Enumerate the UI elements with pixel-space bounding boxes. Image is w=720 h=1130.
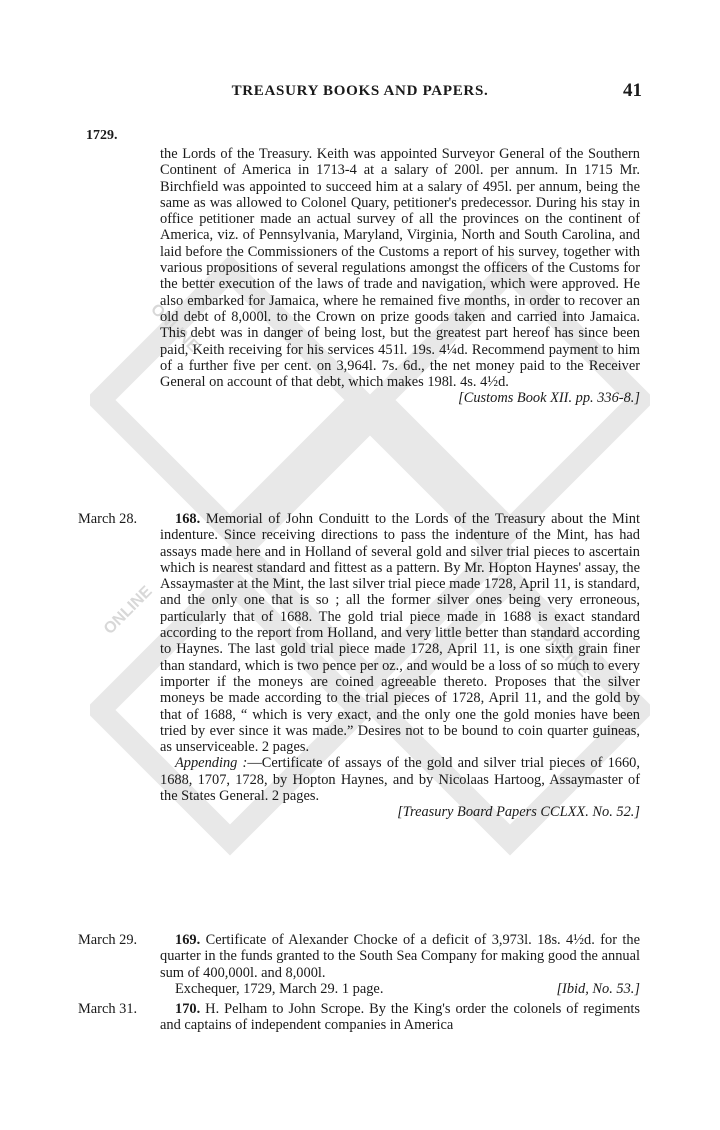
entry-number: 168. <box>175 511 201 527</box>
entry-number: 169. <box>175 932 201 948</box>
watermark-text: ONLINE <box>537 625 592 681</box>
year-margin-label: 1729. <box>86 128 118 143</box>
entry-body: H. Pelham to John Scrope. By the King's order the colonels of regiments and captains of independent companies in America <box>160 1001 640 1034</box>
entry-number: 170. <box>175 1001 201 1017</box>
appending-text <box>160 755 640 804</box>
entry-reference: [Treasury Board Papers CCLXX. No. 52.] <box>397 804 640 821</box>
entry-footer-line <box>160 981 640 997</box>
entry-text <box>160 1001 640 1034</box>
entry-text <box>160 511 640 755</box>
appending-label: Appending : <box>175 755 248 772</box>
entry-169 <box>160 932 640 997</box>
continuation-entry <box>160 146 640 407</box>
entry-168 <box>160 511 640 821</box>
page-number: 41 <box>623 80 642 101</box>
entry-date: March 29. <box>78 932 138 948</box>
continuation-text: the Lords of the Treasury. Keith was appointed Surveyor General of the Southern Continent of America in 1713-4 at a salary of 200l. per annum. In 1715 Mr. Birchfield was appointed to succeed him at a salary of 495l. per annum, being the same as was allowed to Colonel Quary, petitioner's predecessor. During his stay in office petitioner made an actual survey of all the provinces on the continent of America, viz. of Pennsylvania, Maryland, Virginia, North and South Carolina, and laid before the Commissioners of the Customs a report of his survey, together with various propositions of several regulations amongst the officers of the Customs for the better execution of the laws of trade and navigation, which were approved. He also embarked for Jamaica, where he remained five months, in order to recover an old debt of 8,000l. to the Crown on prize goods taken and carried into Jamaica. This debt was in danger of being lost, but the greatest part hereof has since been paid, Keith receiving for his services 451l. 19s. 4¼d. Recommend payment to him of a further five per cent. on 3,964l. 7s. 6d., the net money paid to the Receiver General on account of that debt, which makes 198l. 4s. 4½d. <box>160 146 640 391</box>
entry-reference: [Ibid, No. 53.] <box>556 980 640 997</box>
entry-date: March 28. <box>78 511 138 527</box>
entry-date: March 31. <box>78 1001 138 1017</box>
appending-body: —Certificate of assays of the gold and silver trial pieces of 1660, 1688, 1707, 1728, by Hopton Haynes, and by Nicolaas Hartoog, Assaymaster of the States General. 2 pages. <box>160 755 640 805</box>
entry-body: Memorial of John Conduitt to the Lords of the Treasury about the Mint indenture. Since receiving directions to pass the indenture of the Mint, has had assays made here and in Holland of several gold and silver trial pieces to ascertain which is nearest standard and fittest as a pattern. By Mr. Hopton Haynes' assay, the Assaymaster at the Mint, the last silver trial piece made 1728, April 11, is standard, and the only one that is so ; all the former silver ones being very erroneous, particularly that of 1688. The gold trial piece made in 1688 is exact standard according to the report from Holland, and very little better than standard according to Haynes. The last gold trial piece made 1728, April 11, is one sixth grain finer than standard, which is two pence per oz., and would be a loss of so much to every importer if the moneys are coined agreeable thereto. Proposes that the silver moneys be made according to the trial pieces of 1728, April 11, and the gold by that of 1688, “ which is very exact, and the only one the gold monies have been tried by ever since it was made.” Desires not to be bound to coin quarter guineas, as unserviceable. 2 pages. <box>160 511 640 756</box>
entry-text <box>160 932 640 981</box>
continuation-reference: [Customs Book XII. pp. 336-8.] <box>458 390 640 407</box>
watermark-text: ONLINE <box>147 300 202 356</box>
entry-170 <box>160 1001 640 1034</box>
entry-body: Certificate of Alexander Chocke of a deficit of 3,973l. 18s. 4½d. for the quarter in the funds granted to the South Sea Company for making good the annual sum of 400,000l. and 8,000l. <box>160 932 640 981</box>
watermark-text: ONLINE <box>100 583 156 638</box>
entry-exchequer-line: Exchequer, 1729, March 29. 1 page. <box>175 980 384 997</box>
running-header-title: TREASURY BOOKS AND PAPERS. <box>231 83 489 99</box>
